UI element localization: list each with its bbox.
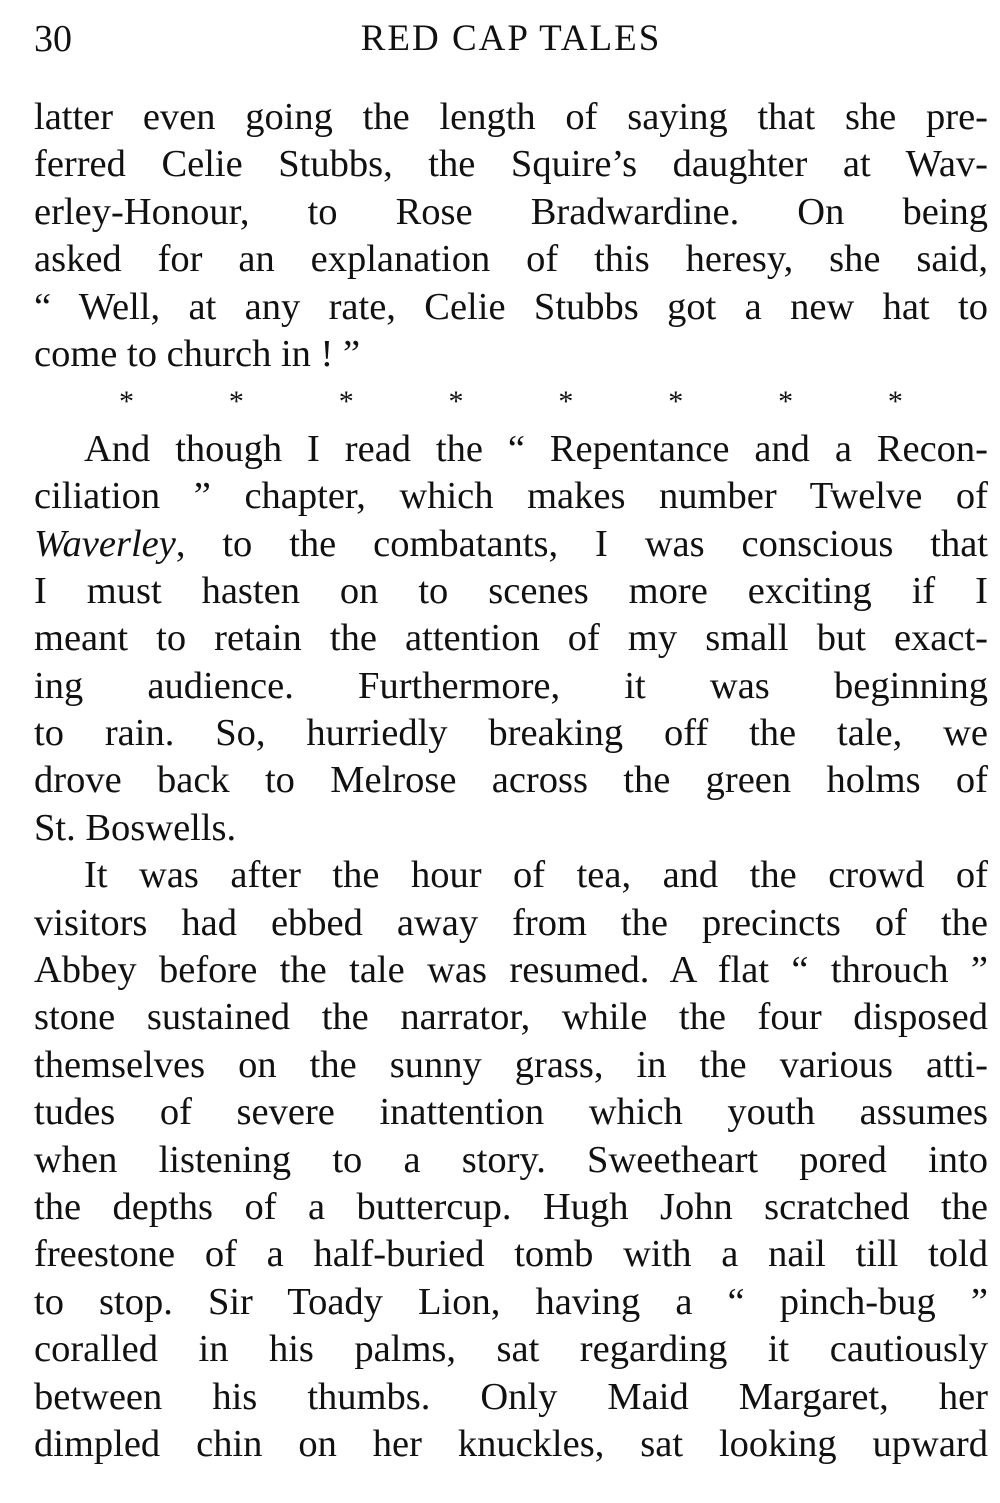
text-line: visitors had ebbed away from the precincts of the <box>34 901 988 944</box>
star-ornament: * <box>228 385 244 419</box>
text-line: Abbey before the tale was resumed. A flat “ throuch ” <box>34 949 988 992</box>
text-line: It was after the hour of tea, and the crowd of <box>84 854 988 897</box>
section-break <box>34 378 988 425</box>
text-line: come to church in ! ” <box>34 332 361 375</box>
text-line: themselves on the sunny grass, in the various atti- <box>34 1043 988 1086</box>
text-line: freestone of a half-buried tomb with a nail till told <box>34 1233 988 1276</box>
body-text <box>34 94 988 1468</box>
text-line: tudes of severe inattention which youth assumes <box>34 1091 988 1134</box>
text-line: I must hasten on to scenes more exciting if I <box>34 569 988 612</box>
text-line: ferred Celie Stubbs, the Squire’s daughter at Wav- <box>34 143 988 186</box>
text-line: “ Well, at any rate, Celie Stubbs got a new hat to <box>34 285 988 328</box>
star-ornament: * <box>119 385 134 419</box>
running-head: RED CAP TALES <box>360 18 662 59</box>
text-line: stone sustained the narrator, while the four disposed <box>34 996 988 1039</box>
star-ornament: * <box>668 385 684 419</box>
text-line: ciliation ” chapter, which makes number Twelve of <box>34 475 988 518</box>
text-line: to rain. So, hurriedly breaking off the tale, we <box>34 712 988 755</box>
text-line-rest: , to the combatants, I was conscious that <box>175 522 988 565</box>
text-line: ing audience. Furthermore, it was beginning <box>34 664 988 707</box>
text-line: drove back to Melrose across the green holms of <box>34 759 988 802</box>
page-header <box>34 14 988 64</box>
text-line: when listening to a story. Sweetheart pored into <box>34 1138 988 1181</box>
star-ornament: * <box>338 385 354 419</box>
text-line: latter even going the length of saying that she pre- <box>34 96 988 138</box>
page-number: 30 <box>34 18 72 60</box>
text-line: coralled in his palms, sat regarding it cautiously <box>34 1328 988 1371</box>
star-ornament: * <box>448 385 464 419</box>
text-line: the depths of a buttercup. Hugh John scratched the <box>34 1185 988 1228</box>
paragraph <box>34 426 988 853</box>
text-line: dimpled chin on her knuckles, sat looking upward <box>34 1422 988 1465</box>
text-line: to stop. Sir Toady Lion, having a “ pinch-bug ” <box>34 1280 988 1323</box>
text-line: asked for an explanation of this heresy, she said, <box>34 238 988 281</box>
paragraph <box>34 94 988 378</box>
book-title: Waverley <box>34 522 176 565</box>
text-line: erley-Honour, to Rose Bradwardine. On being <box>34 190 988 233</box>
star-ornament: * <box>887 385 903 419</box>
text-line: St. Boswells. <box>34 806 237 849</box>
star-ornament: * <box>558 385 574 419</box>
paragraph <box>34 852 988 1468</box>
text-line: And though I read the “ Repentance and a Recon- <box>84 427 988 470</box>
star-ornament: * <box>778 385 794 419</box>
text-line: meant to retain the attention of my small but exact- <box>34 617 988 660</box>
text-line <box>34 521 988 568</box>
text-line: between his thumbs. Only Maid Margaret, her <box>34 1375 988 1418</box>
